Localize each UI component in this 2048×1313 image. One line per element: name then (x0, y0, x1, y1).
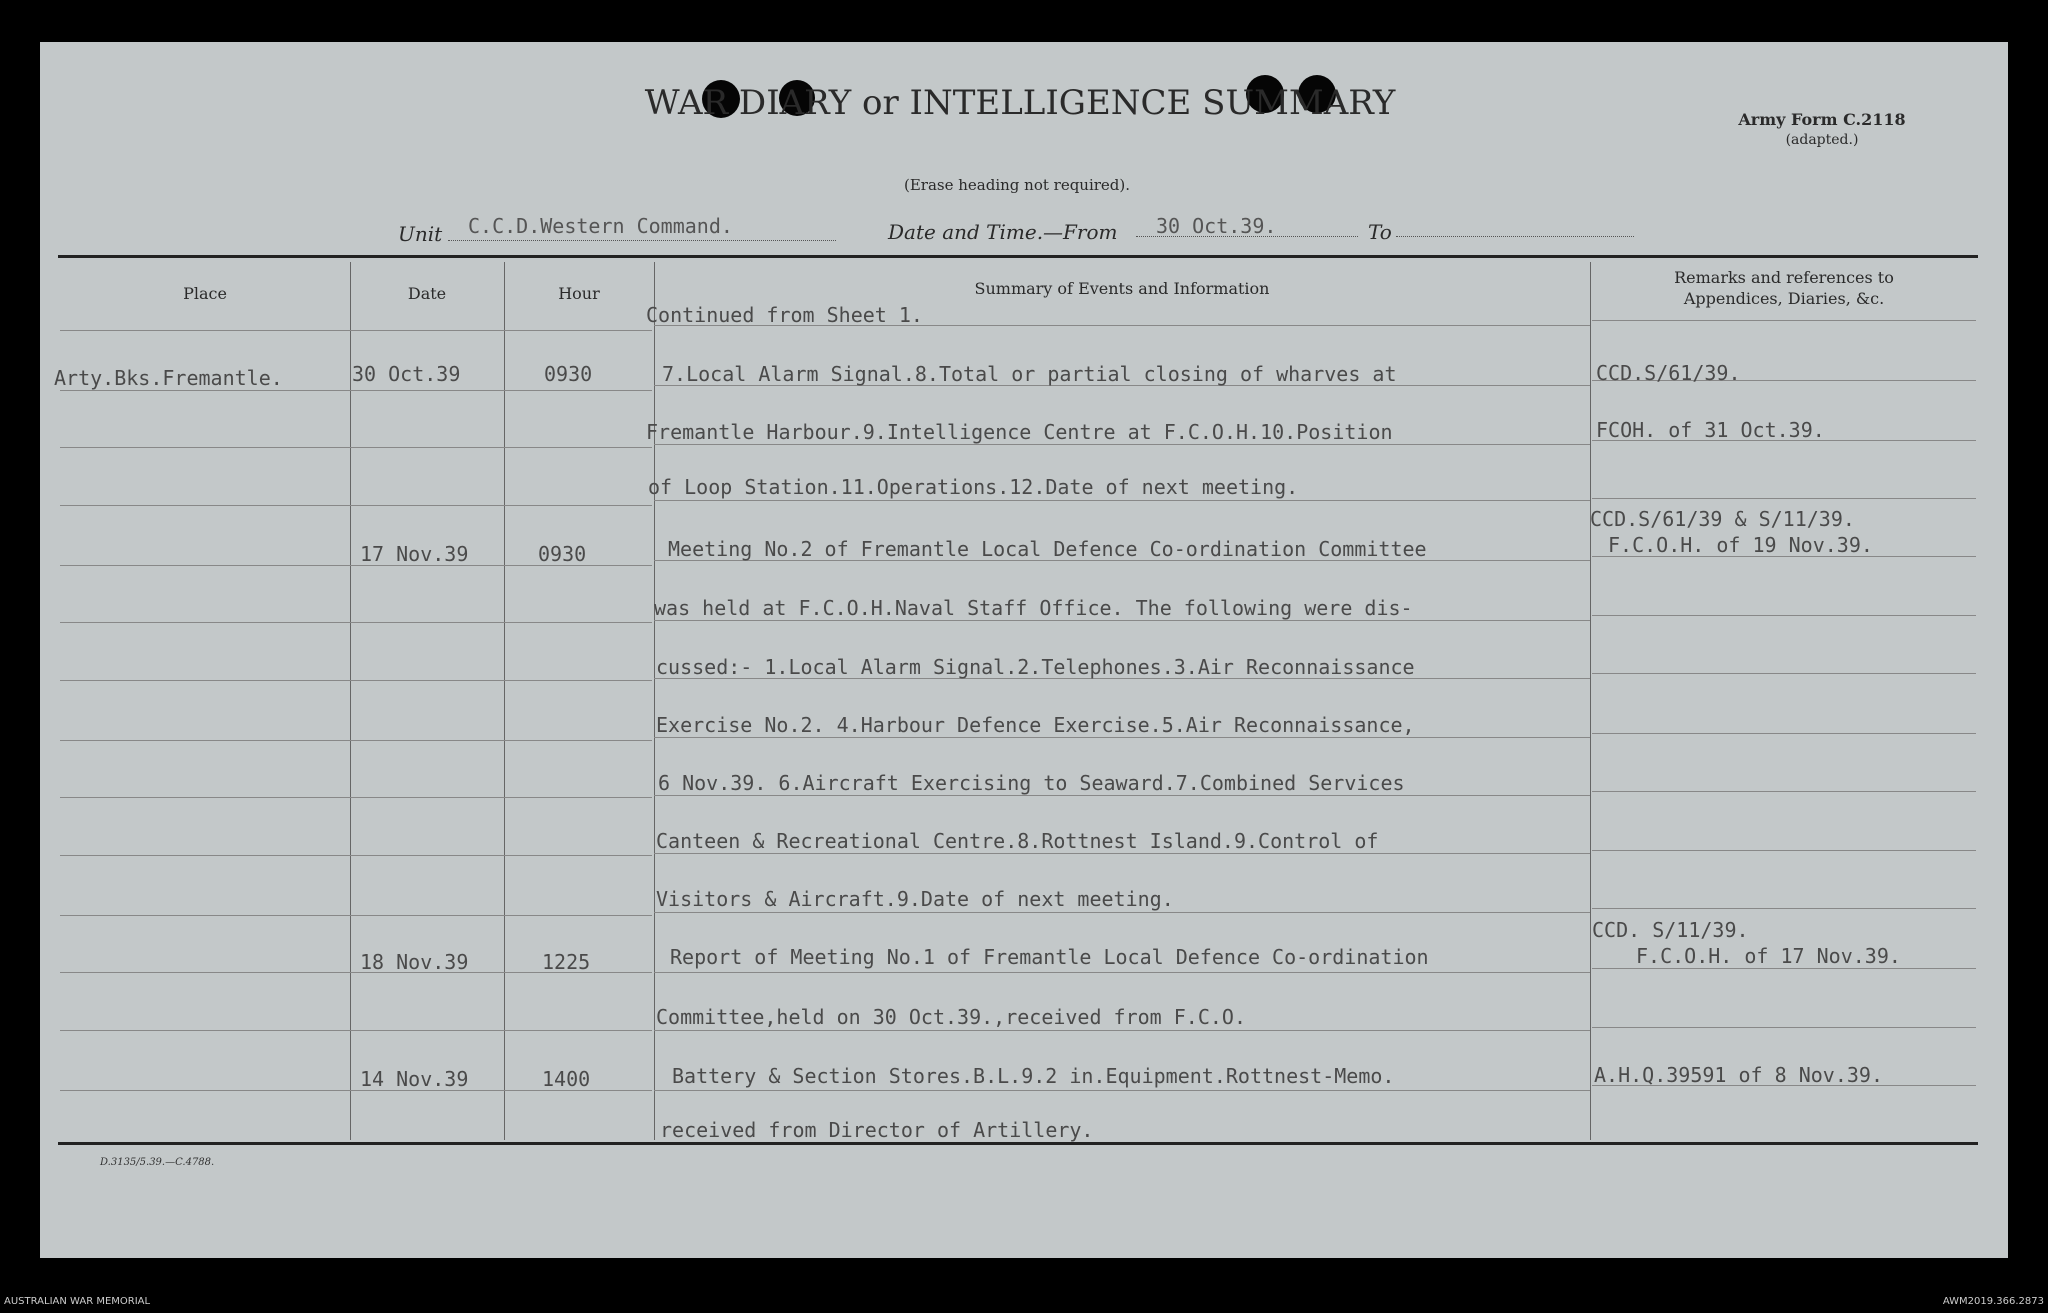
summary-line: was held at F.C.O.H.Naval Staff Office. The following were dis- (654, 596, 1413, 620)
row-line (1592, 615, 1976, 616)
remarks-line: F.C.O.H. of 19 Nov.39. (1608, 533, 1873, 557)
row-line (60, 915, 652, 916)
row-line (60, 855, 652, 856)
column-header-date: Date (407, 284, 447, 303)
row-line (60, 797, 652, 798)
to-underline (1396, 236, 1634, 237)
summary-line: Continued from Sheet 1. (646, 303, 923, 327)
column-header-remarks: Remarks and references to (1674, 268, 1894, 287)
summary-line: Battery & Section Stores.B.L.9.2 in.Equipment.Rottnest-Memo. (672, 1064, 1395, 1088)
summary-line: Exercise No.2. 4.Harbour Defence Exercise.5.Air Reconnaissance, (656, 713, 1415, 737)
date-time-label: Date and Time.—From (888, 220, 1118, 244)
unit-label: Unit (398, 222, 443, 246)
form-title: WAR DIARY or INTELLIGENCE SUMMARY (644, 83, 1396, 123)
row-line (1592, 673, 1976, 674)
row-line (60, 390, 652, 391)
remarks-line: F.C.O.H. of 17 Nov.39. (1636, 944, 1901, 968)
hour-entry: 0930 (538, 542, 587, 566)
summary-line: Canteen & Recreational Centre.8.Rottnest Island.9.Control of (656, 829, 1379, 853)
column-divider (654, 262, 655, 1140)
footer-right: AWM2019.366.2873 (1942, 1296, 2044, 1307)
unit-underline (448, 240, 836, 241)
table-bottom-rule (58, 1142, 1978, 1145)
table-top-rule (58, 255, 1978, 258)
row-line (654, 620, 1590, 621)
column-header-hour: Hour (558, 284, 600, 303)
date-from-value: 30 Oct.39. (1156, 214, 1277, 238)
column-header-summary: Summary of Events and Information (974, 279, 1270, 298)
date-underline (1136, 236, 1358, 237)
summary-line: Report of Meeting No.1 of Fremantle Local Defence Co-ordination (670, 945, 1429, 969)
summary-line: 7.Local Alarm Signal.8.Total or partial closing of wharves at (662, 362, 1397, 386)
summary-line: received from Director of Artillery. (660, 1118, 1094, 1142)
hour-entry: 1400 (542, 1067, 591, 1091)
row-line (654, 1090, 1590, 1091)
row-line (60, 505, 652, 506)
row-line (1592, 908, 1976, 909)
footer-left: AUSTRALIAN WAR MEMORIAL (4, 1296, 151, 1307)
remarks-line: FCOH. of 31 Oct.39. (1596, 418, 1825, 442)
form-subtitle: (Erase heading not required). (904, 176, 1131, 194)
hour-entry: 1225 (542, 950, 591, 974)
row-line (60, 330, 652, 331)
unit-value: C.C.D.Western Command. (468, 214, 733, 238)
row-line (654, 912, 1590, 913)
row-line (60, 622, 652, 623)
row-line (60, 740, 652, 741)
remarks-line: CCD.S/61/39. (1596, 361, 1741, 385)
date-entry: 17 Nov.39 (360, 542, 469, 566)
remarks-line: CCD. S/11/39. (1592, 918, 1749, 942)
form-reference-sub: (adapted.) (1785, 132, 1859, 148)
summary-line: cussed:- 1.Local Alarm Signal.2.Telephones.3.Air Reconnaissance (656, 655, 1415, 679)
summary-line: Committee,held on 30 Oct.39.,received from F.C.O. (656, 1005, 1247, 1029)
hour-entry: 0930 (544, 362, 593, 386)
date-entry: 30 Oct.39 (352, 362, 461, 386)
column-divider (350, 262, 351, 1140)
summary-line: of Loop Station.11.Operations.12.Date of next meeting. (648, 475, 1299, 499)
date-entry: 14 Nov.39 (360, 1067, 469, 1091)
row-line (60, 680, 652, 681)
row-line (654, 500, 1590, 501)
summary-line: Meeting No.2 of Fremantle Local Defence Co-ordination Committee (668, 537, 1427, 561)
summary-line: Fremantle Harbour.9.Intelligence Centre at F.C.O.H.10.Position (646, 420, 1393, 444)
printer-mark: D.3135/5.39.—C.4788. (100, 1157, 215, 1168)
column-header-remarks: Appendices, Diaries, &c. (1683, 289, 1885, 308)
row-line (1592, 320, 1976, 321)
date-entry: 18 Nov.39 (360, 950, 469, 974)
summary-line: 6 Nov.39. 6.Aircraft Exercising to Seaward.7.Combined Services (658, 771, 1405, 795)
summary-line: Visitors & Aircraft.9.Date of next meeting. (656, 887, 1174, 911)
row-line (60, 447, 652, 448)
column-divider (1590, 262, 1591, 1140)
column-divider (504, 262, 505, 1140)
row-line (654, 795, 1590, 796)
row-line (60, 1030, 652, 1031)
row-line (1592, 498, 1976, 499)
remarks-line: A.H.Q.39591 of 8 Nov.39. (1594, 1063, 1883, 1087)
row-line (654, 853, 1590, 854)
row-line (1592, 968, 1976, 969)
row-line (654, 972, 1590, 973)
to-label: To (1368, 220, 1392, 244)
column-header-place: Place (183, 284, 227, 303)
row-line (654, 737, 1590, 738)
row-line (1592, 1027, 1976, 1028)
place-entry: Arty.Bks.Fremantle. (54, 366, 283, 390)
row-line (1592, 850, 1976, 851)
row-line (1592, 791, 1976, 792)
row-line (654, 444, 1590, 445)
remarks-line: CCD.S/61/39 & S/11/39. (1590, 507, 1855, 531)
row-line (1592, 733, 1976, 734)
form-reference: Army Form C.2118 (1738, 110, 1906, 129)
row-line (654, 1030, 1590, 1031)
